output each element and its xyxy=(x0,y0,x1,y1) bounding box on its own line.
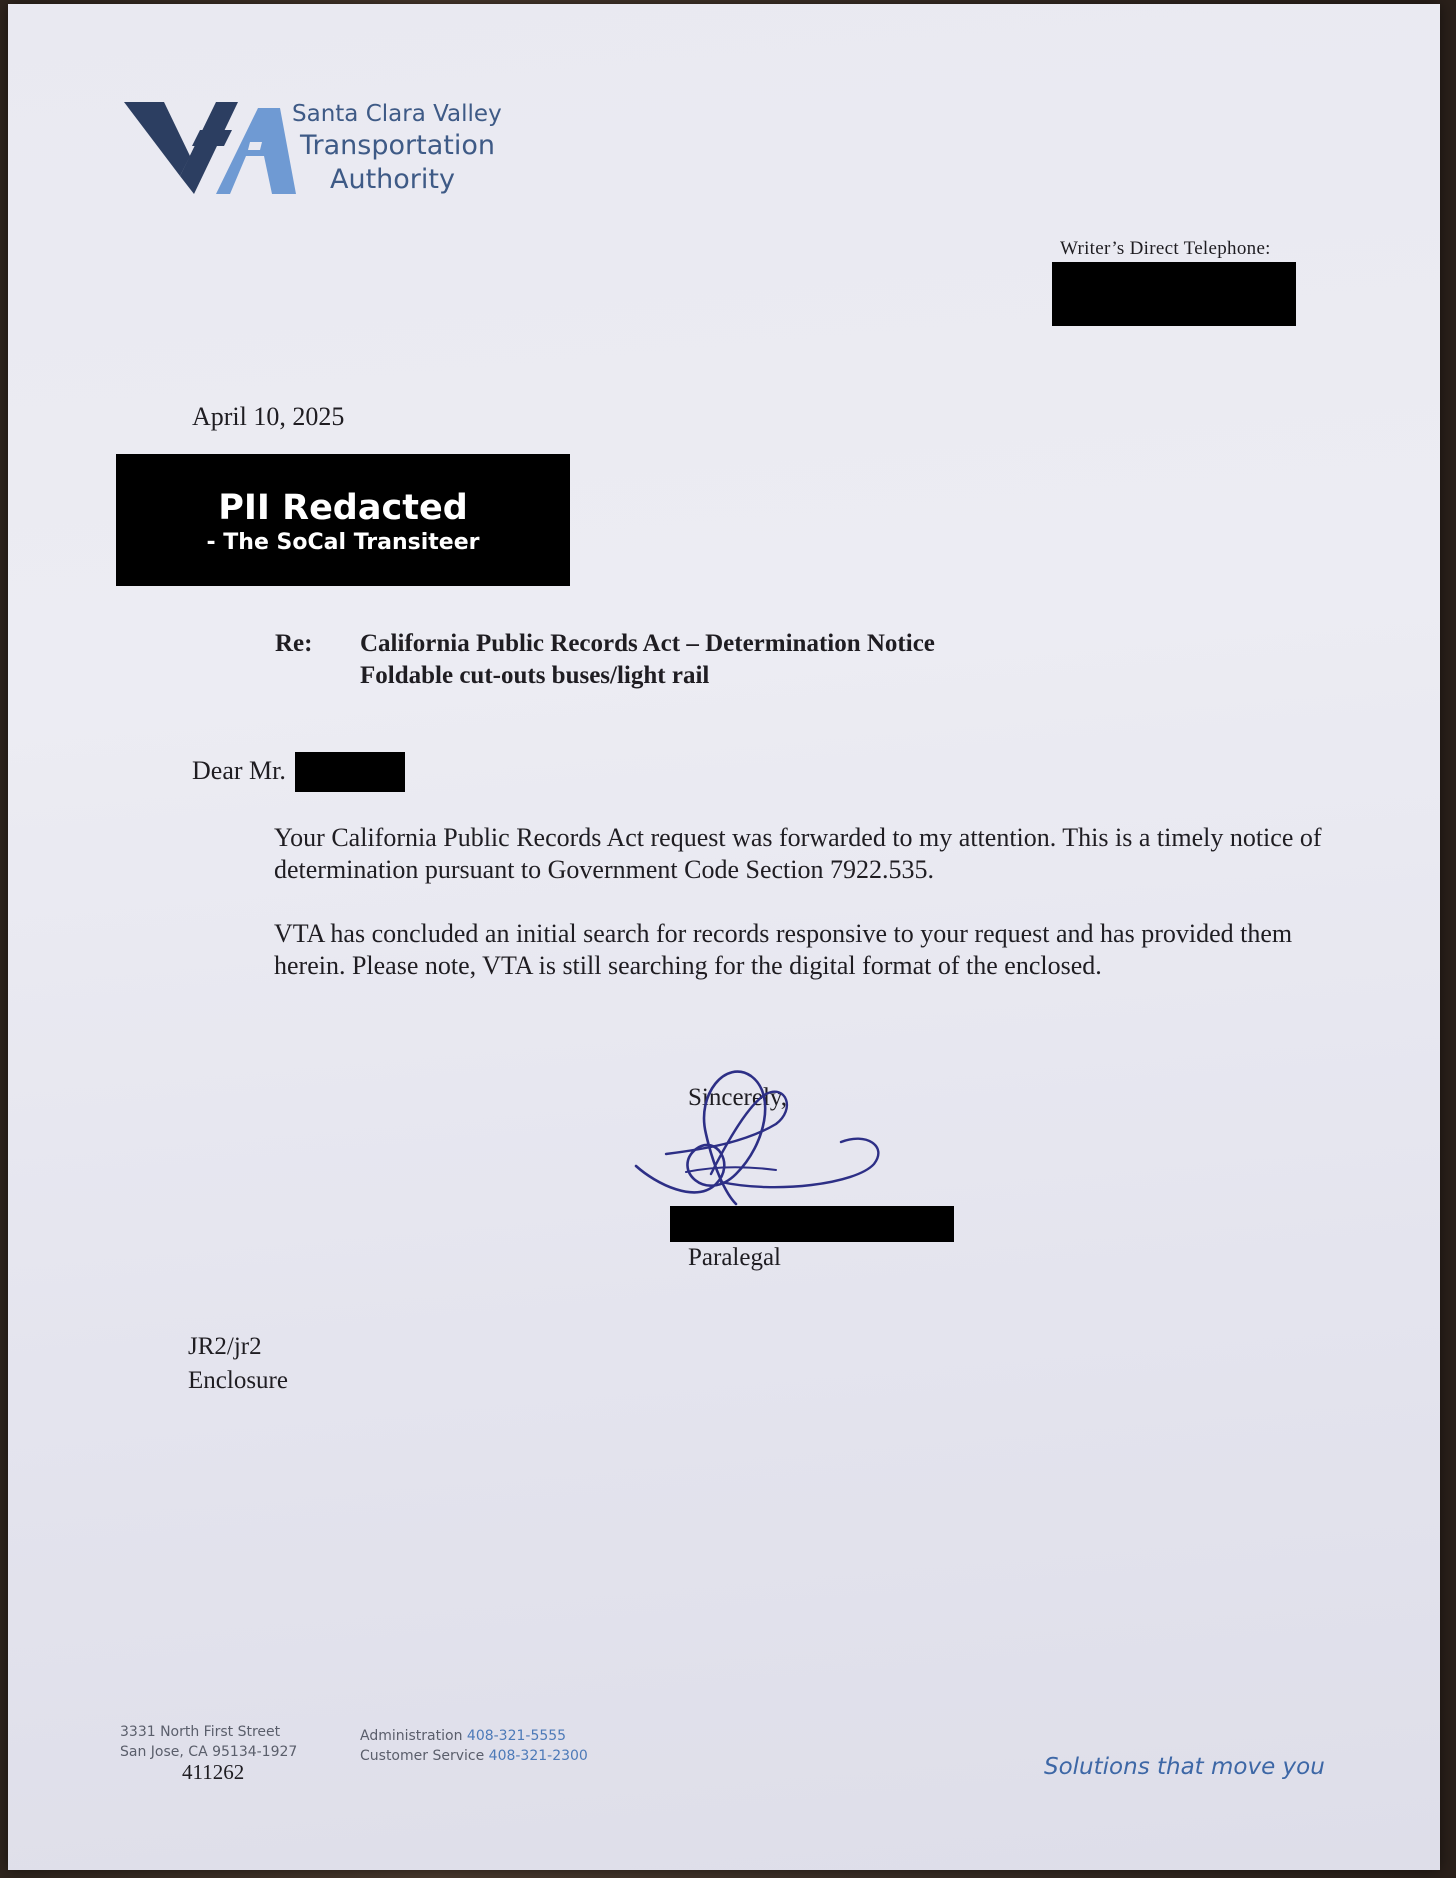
body-paragraph-2: VTA has concluded an initial search for records responsive to your request and has provided them herein. Please note, VTA is still searching for the digital format of the enclosed. xyxy=(274,919,1293,980)
typist-initials: JR2/jr2 xyxy=(188,1333,262,1360)
redacted-address-block xyxy=(116,454,570,586)
salutation: Dear Mr. xyxy=(192,756,286,785)
footer-tagline: Solutions that move you xyxy=(1044,1754,1325,1780)
org-name-line3: Authority xyxy=(330,163,455,195)
redacted-signer-bar xyxy=(670,1206,954,1242)
footer-admin-line xyxy=(360,1726,588,1746)
valediction: Sincerely, xyxy=(688,1084,788,1111)
signer-title: Paralegal xyxy=(688,1244,782,1271)
footer-address xyxy=(120,1722,297,1762)
footer-contact xyxy=(360,1726,588,1766)
footer-street: 3331 North First Street xyxy=(120,1724,281,1740)
subject-line1: California Public Records Act – Determination Notice xyxy=(360,630,935,657)
admin-phone: 408-321-5555 xyxy=(466,1728,567,1744)
redacted-name-bar xyxy=(295,752,405,792)
redaction-credit: - The SoCal Transiteer xyxy=(206,530,480,555)
redacted-phone-bar xyxy=(1052,262,1296,326)
letter-page xyxy=(8,4,1440,1870)
admin-label: Administration xyxy=(360,1728,463,1744)
organization-name xyxy=(292,100,502,196)
document-number: 411262 xyxy=(182,1760,245,1784)
footer-city: San Jose, CA 95134-1927 xyxy=(120,1744,298,1760)
customer-service-phone: 408-321-2300 xyxy=(488,1748,588,1764)
redaction-title: PII Redacted xyxy=(218,488,468,528)
handwritten-signature xyxy=(626,1054,896,1214)
letter-date: April 10, 2025 xyxy=(192,402,345,431)
subject-label: Re: xyxy=(275,630,313,657)
body-paragraph-1: Your California Public Records Act request was forwarded to my attention. This is a timely notice of determination pursuant to Government Code Section 7922.535. xyxy=(274,823,1322,884)
enclosure-note: Enclosure xyxy=(188,1367,288,1394)
org-name-line1: Santa Clara Valley xyxy=(292,101,502,127)
subject-line2: Foldable cut-outs buses/light rail xyxy=(360,662,710,689)
reference-initials-block xyxy=(188,1330,288,1398)
footer-cs-line xyxy=(360,1746,588,1766)
customer-service-label: Customer Service xyxy=(360,1748,485,1764)
writer-phone-label: Writer’s Direct Telephone: xyxy=(1060,238,1271,259)
vta-logo-icon xyxy=(120,94,320,204)
org-name-line2: Transportation xyxy=(300,129,495,161)
